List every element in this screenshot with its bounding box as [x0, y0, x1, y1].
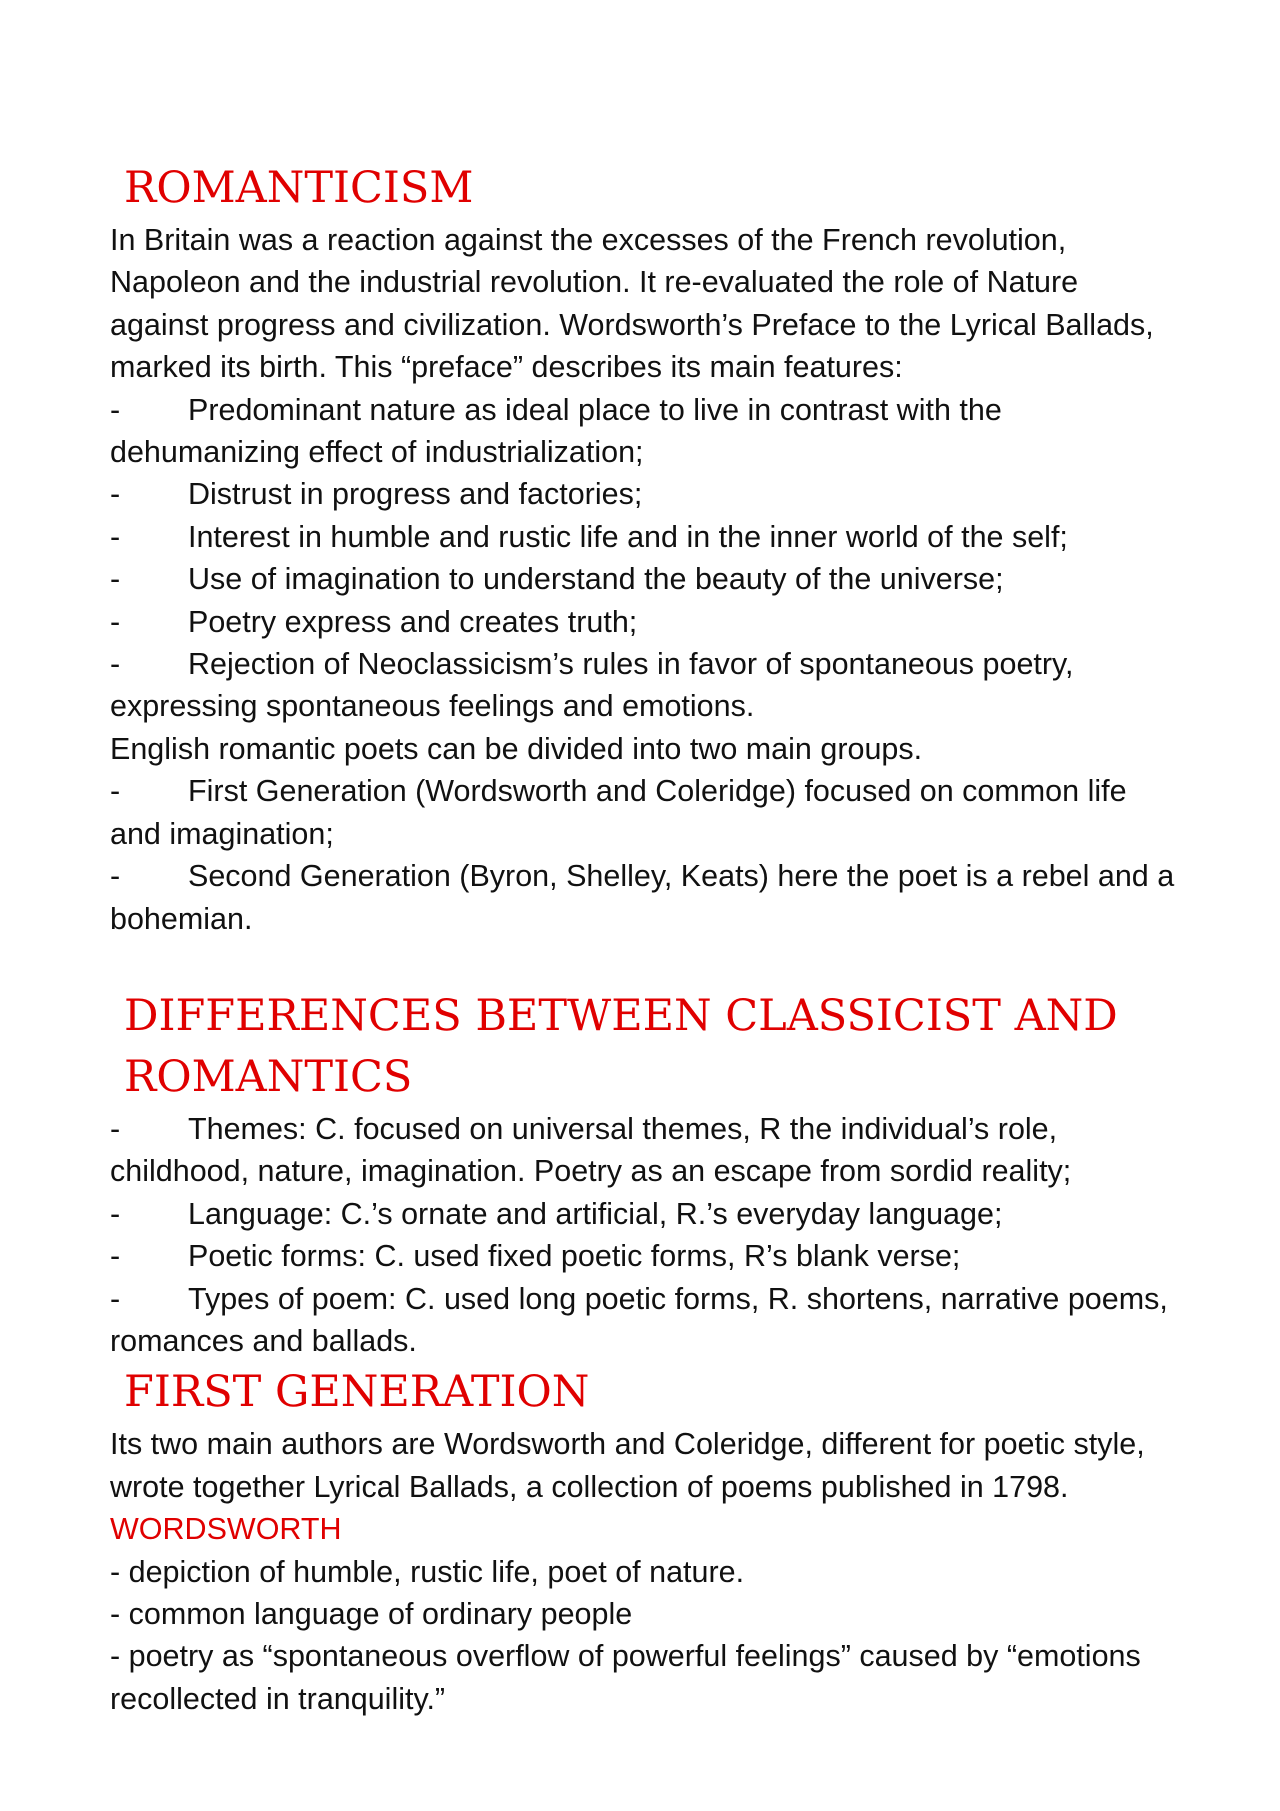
list-item: - Use of imagination to understand the beauty of the universe;: [110, 558, 1180, 600]
list-item: - poetry as “spontaneous overflow of powerful feelings” caused by “emotions recollected in tranquility.”: [110, 1639, 1141, 1716]
groups-intro: English romantic poets can be divided into two main groups.: [110, 731, 923, 766]
subheading-wordsworth: WORDSWORTH: [110, 1512, 342, 1547]
list-item: - Themes: C. focused on universal themes, R the individual’s role, childhood, nature, imagination. Poetry as an escape from sordid reality;: [110, 1108, 1180, 1193]
bullet-dash: -: [110, 647, 121, 682]
list-item: - Language: C.’s ornate and artificial, R.’s everyday language;: [110, 1193, 1180, 1235]
bullet-dash: -: [110, 1111, 121, 1146]
bullet-dash: -: [110, 604, 121, 639]
list-item: - depiction of humble, rustic life, poet of nature.: [110, 1554, 745, 1589]
document-page: [110, 158, 1180, 1720]
bullet-dash: -: [110, 477, 121, 512]
heading-romanticism: ROMANTICISM: [124, 163, 474, 213]
list-item: - Distrust in progress and factories;: [110, 473, 1180, 515]
list-item: - Interest in humble and rustic life and in the inner world of the self;: [110, 516, 1180, 558]
bullet-dash: -: [110, 859, 121, 894]
bullet-dash: -: [110, 562, 121, 597]
heading-differences-line-2: ROMANTICS: [124, 1051, 413, 1102]
list-item: - Rejection of Neoclassicism’s rules in favor of spontaneous poetry, expressing spontaneous feelings and emotions.: [110, 643, 1180, 728]
bullet-dash: -: [110, 1196, 121, 1231]
bullet-dash: -: [110, 519, 121, 554]
bullet-dash: -: [110, 1281, 121, 1316]
romanticism-intro: In Britain was a reaction against the excesses of the French revolution, Napoleon and the industrial revolution. It re-evaluated the role of Nature against progress and civilization. Wordsworth’s Preface to the Lyrical Ballads, marked its birth. This “preface” describes its main features:: [110, 223, 1154, 385]
list-item: - First Generation (Wordsworth and Coleridge) focused on common life and imagination;: [110, 770, 1180, 855]
section-spacer: [110, 940, 1180, 986]
list-item: - Second Generation (Byron, Shelley, Keats) here the poet is a rebel and a bohemian.: [110, 855, 1180, 940]
bullet-dash: -: [110, 1239, 121, 1274]
list-item: - Predominant nature as ideal place to live in contrast with the dehumanizing effect of industrialization;: [110, 389, 1180, 474]
list-item: - Types of poem: C. used long poetic forms, R. shortens, narrative poems, romances and ballads.: [110, 1278, 1180, 1363]
heading-differences: [110, 986, 1180, 1108]
bullet-dash: -: [110, 392, 121, 427]
heading-differences-line-1: DIFFERENCES BETWEEN CLASSICIST AND: [124, 990, 1118, 1041]
heading-first-generation: FIRST GENERATION: [124, 1367, 590, 1418]
list-item: - Poetic forms: C. used fixed poetic forms, R’s blank verse;: [110, 1235, 1180, 1277]
list-item: - Poetry express and creates truth;: [110, 601, 1180, 643]
bullet-dash: -: [110, 774, 121, 809]
list-item: - common language of ordinary people: [110, 1596, 633, 1631]
first-generation-intro: Its two main authors are Wordsworth and Coleridge, different for poetic style, wrote together Lyrical Ballads, a collection of poems published in 1798.: [110, 1427, 1145, 1504]
